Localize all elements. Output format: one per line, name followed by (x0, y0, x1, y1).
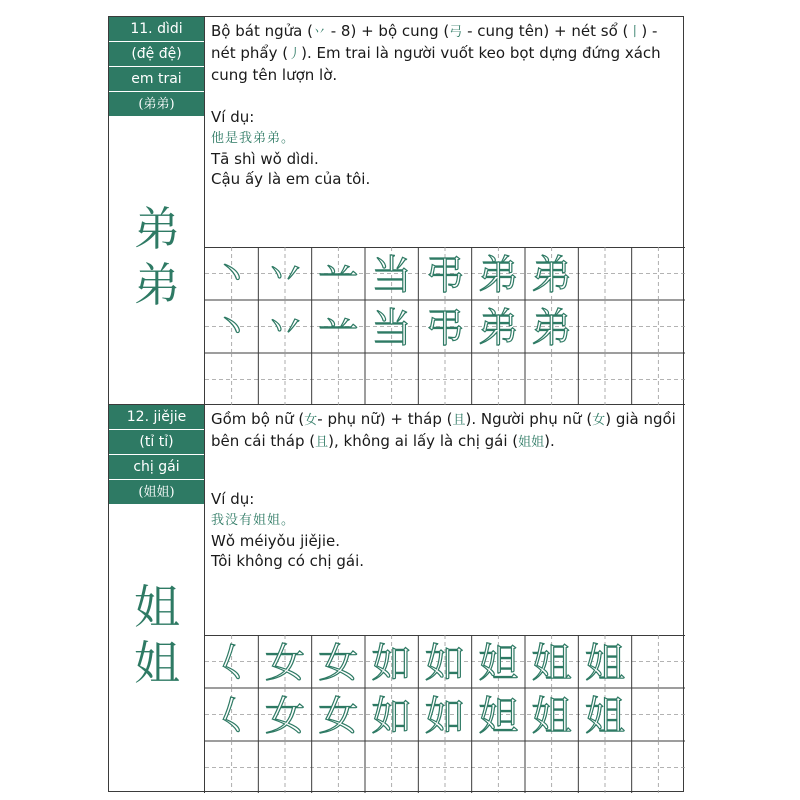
stroke-order-char: 丶 (211, 252, 252, 299)
practice-grid (205, 247, 685, 405)
stroke-order-char: 丷 (265, 252, 305, 299)
stroke-order-char: 妲 (478, 693, 519, 740)
stroke-order-char: 如 (371, 640, 412, 687)
stroke-order-char: 姐 (531, 640, 572, 687)
mnemonic-text: Bộ bát ngửa (丷 - 8) + bộ cung (弓 - cung tên) + nét sổ (丨) - nét phẩy (丿). Em trai là người vuốt keo bọt dựng đứng xách cung tên lượn lờ. (211, 22, 661, 84)
entry-sidebar (109, 405, 205, 793)
stroke-order-char: 弟 (531, 252, 572, 299)
stroke-order-char: 弔 (425, 305, 465, 352)
stroke-order-char: 当 (371, 252, 412, 299)
example-pinyin: Wǒ méiyǒu jiějie. (211, 532, 341, 550)
practice-grid-svg (205, 247, 685, 405)
example-label: Ví dụ: (211, 490, 255, 508)
entry-number: 11. dìdi (109, 17, 204, 42)
big-hanzi-2: 姐 (134, 636, 180, 690)
stroke-order-char: 姐 (531, 693, 572, 740)
stroke-order-char: 弔 (425, 252, 465, 299)
stroke-order-char: 丶 (211, 305, 252, 352)
stroke-order-char: 女 (265, 640, 305, 687)
stroke-order-char: 女 (318, 640, 359, 687)
stroke-order-char: 𡿨 (211, 693, 252, 740)
big-hanzi-2: 弟 (134, 258, 180, 312)
stroke-order-char: 𡿨 (211, 640, 252, 687)
entry-number: 12. jiějie (109, 405, 204, 430)
example-label: Ví dụ: (211, 108, 255, 126)
stroke-order-char: 弟 (478, 252, 519, 299)
big-hanzi-1: 弟 (134, 202, 180, 256)
entry-reading: (tỉ tỉ) (109, 430, 204, 455)
example-translation: Tôi không có chị gái. (211, 552, 365, 570)
practice-grid (205, 635, 685, 793)
practice-grid-svg (205, 635, 685, 793)
entry-sidebar (109, 17, 205, 404)
stroke-order-char: 丷 (265, 305, 305, 352)
stroke-order-char: 女 (265, 693, 305, 740)
stroke-order-char: 䒑 (318, 305, 359, 352)
stroke-order-char: 妲 (478, 640, 519, 687)
stroke-order-char: 弟 (531, 305, 572, 352)
entry-meaning: em trai (109, 67, 204, 92)
stroke-order-char: 当 (371, 305, 412, 352)
stroke-order-char: 女 (318, 693, 359, 740)
entry-reading: (đệ đệ) (109, 42, 204, 67)
example-pinyin: Tā shì wǒ dìdi. (211, 150, 319, 168)
stroke-order-char: 如 (425, 693, 465, 740)
entry-content (205, 405, 685, 793)
worksheet-page (108, 16, 684, 792)
stroke-order-char: 䒑 (318, 252, 359, 299)
entry-hanzi: (弟弟) (109, 92, 204, 117)
mnemonic-text: Gồm bộ nữ (女- phụ nữ) + tháp (且). Người phụ nữ (女) già ngồi bên cái tháp (且), không ai lấy là chị gái (姐姐). (211, 410, 676, 450)
entry-hanzi: (姐姐) (109, 480, 204, 505)
big-hanzi-1: 姐 (134, 580, 180, 634)
example-chinese: 我没有姐姐。 (211, 513, 296, 528)
example-translation: Cậu ấy là em của tôi. (211, 170, 371, 188)
stroke-order-char: 姐 (585, 693, 625, 740)
stroke-order-char: 弟 (478, 305, 519, 352)
stroke-order-char: 如 (425, 640, 465, 687)
example-chinese: 他是我弟弟。 (211, 131, 296, 146)
entry-didi (109, 17, 685, 405)
entry-jiejie (109, 405, 685, 793)
big-hanzi (109, 579, 205, 691)
entry-meaning: chị gái (109, 455, 204, 480)
entry-content (205, 17, 685, 404)
big-hanzi (109, 201, 205, 313)
stroke-order-char: 如 (371, 693, 412, 740)
stroke-order-char: 姐 (585, 640, 625, 687)
